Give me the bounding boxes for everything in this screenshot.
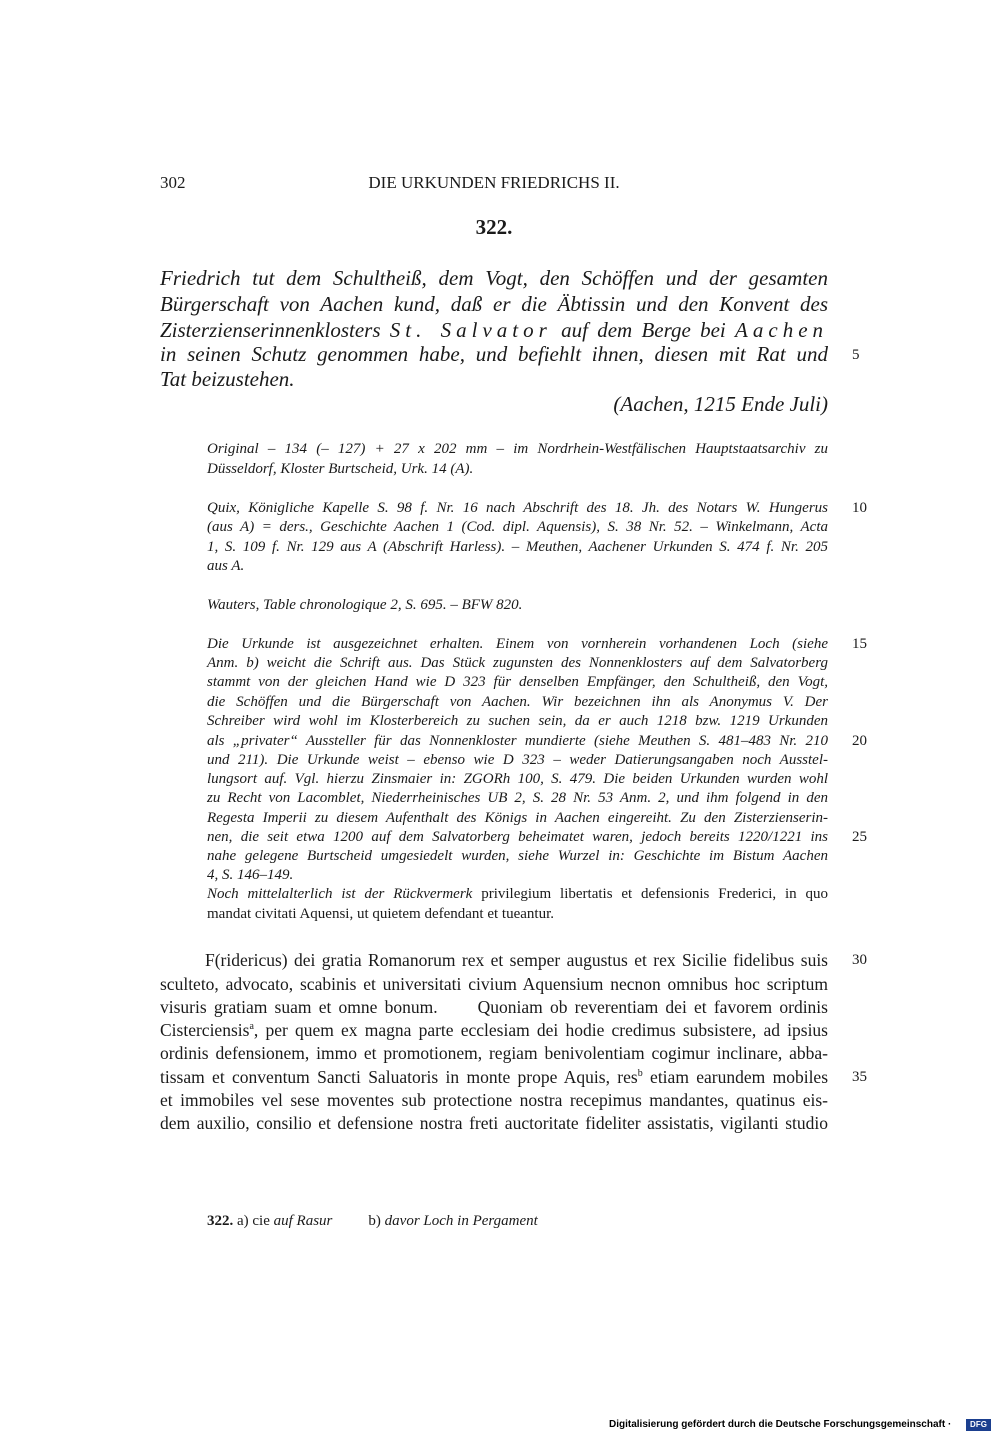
- text-line: dem auxilio, consilio et defensione nostra freti auctoritate fideliter assistatis, vigilanti studio: [160, 1113, 828, 1133]
- regest-text: Zisterzienserinnenklosters: [160, 318, 381, 342]
- note-line: Anm. b) weicht die Schrift aus. Das Stück zugunsten des Nonnenklosters auf dem Salvatorberg: [207, 655, 828, 671]
- text-line: [160, 1067, 828, 1088]
- note-line: die Schöffen und die Bürgerschaft von Aachen. Wir bezeichnen ihn als Anonymus V. Der: [207, 694, 828, 710]
- footnote-a-text: auf Rasur: [273, 1213, 333, 1229]
- text-segment: , per quem ex magna parte ecclesiam dei hodie credimus subsistere, ad ipsius: [253, 1020, 828, 1040]
- note-line: (aus A) = ders., Geschichte Aachen 1 (Cod. dipl. Aquensis), S. 38 Nr. 52. – Winkelmann, Acta: [207, 519, 828, 535]
- note-line: als „privater“ Aussteller für das Nonnenkloster mundierte (siehe Meuthen S. 481–483 Nr. 210: [207, 733, 828, 749]
- footnote-mark: a: [249, 1021, 254, 1032]
- regest-line: in seinen Schutz genommen habe, und befiehlt ihnen, diesen mit Rat und: [160, 342, 828, 366]
- note-line: 4, S. 146–149.: [207, 867, 294, 883]
- note-line: lungsort auf. Vgl. hierzu Zinsmaier in: ZGORh 100, S. 479. Die beiden Urkunden wurden wohl: [207, 771, 828, 787]
- regest-line: Bürgerschaft von Aachen kund, daß er die Äbtissin und den Konvent des: [160, 292, 828, 316]
- footnote-b-text: davor Loch in Pergament: [384, 1213, 538, 1229]
- note-line: Regesta Imperii zu diesem Aufenthalt des Königs in Aachen eingereiht. Zu den Zisterzienserin-: [207, 810, 828, 826]
- note-line: mandat civitati Aquensi, ut quietem defendant et tueantur.: [207, 906, 554, 922]
- regest-line: [160, 318, 828, 343]
- note-line: Wauters, Table chronologique 2, S. 695. – BFW 820.: [207, 597, 523, 613]
- dfg-logo: DFG: [966, 1419, 991, 1431]
- footnote-ref: 322.: [207, 1213, 234, 1229]
- note-line: aus A.: [207, 558, 245, 574]
- regest-date: (Aachen, 1215 Ende Juli): [613, 392, 828, 416]
- note-line: Schreiber wird wohl im Klosterbereich zu suchen sein, da er auch 1218 bzw. 1219 Urkunden: [207, 713, 828, 729]
- document-number: 322.: [475, 215, 513, 239]
- note-line: Quix, Königliche Kapelle S. 98 f. Nr. 16 nach Abschrift des 18. Jh. des Notars W. Hungerus: [207, 500, 828, 516]
- text-line: sculteto, advocato, scabinis et universitati civium Aquensium necnon omnibus hoc scriptum: [160, 974, 828, 994]
- note-text: Noch mittelalterlich ist der Rückvermerk: [207, 886, 473, 902]
- text-segment: visuris gratiam suam et omne bonum.: [160, 997, 438, 1017]
- spaced-name: Aachen: [735, 318, 829, 342]
- footnotes: [207, 1213, 538, 1230]
- page-number: 302: [160, 173, 186, 192]
- line-number: 25: [852, 829, 867, 845]
- text-line: ordinis defensionem, immo et promotionem, regiam benivolentiam cogimur inclinare, abba-: [160, 1043, 828, 1063]
- footnote-b-mark: b): [368, 1213, 381, 1229]
- regest-line: Tat beizustehen.: [160, 367, 295, 391]
- line-number: 35: [852, 1069, 867, 1085]
- dorsal-quote: privilegium libertatis et defensionis Frederici, in quo: [481, 886, 828, 902]
- note-line: [207, 886, 828, 903]
- note-line: Die Urkunde ist ausgezeichnet erhalten. Einem von vornherein vorhandenen Loch (siehe: [207, 636, 828, 652]
- regest-line: Friedrich tut dem Schultheiß, dem Vogt, den Schöffen und der gesamten: [160, 266, 828, 290]
- note-line: und 211). Die Urkunde weist – ebenso wie D 323 – weder Datierungsangaben noch Ausstel-: [207, 752, 828, 768]
- footnote-mark: b: [637, 1068, 643, 1079]
- note-line: Düsseldorf, Kloster Burtscheid, Urk. 14 (A).: [207, 461, 474, 477]
- line-number: 5: [852, 347, 860, 363]
- text-segment: etiam earundem mobiles: [642, 1067, 829, 1087]
- line-number: 30: [852, 952, 867, 968]
- running-head: DIE URKUNDEN FRIEDRICHS II.: [368, 173, 620, 192]
- note-line: stammt von der gleichen Hand wie D 323 für denselben Empfänger, den Schultheiß, den Vogt,: [207, 674, 828, 690]
- line-number: 20: [852, 733, 867, 749]
- text-segment: tissam et conventum Sancti Saluatoris in monte prope Aquis, res: [160, 1067, 638, 1087]
- note-line: nahe gelegene Burtscheid umgesiedelt wurden, siehe Wurzel in: Geschichte im Bistum Aachen: [207, 848, 828, 864]
- text-line: F(ridericus) dei gratia Romanorum rex et semper augustus et rex Sicilie fidelibus suis: [205, 950, 828, 970]
- note-line: nen, die seit etwa 1200 auf dem Salvatorberg beheimatet waren, jedoch bereits 1220/1221 ins: [207, 829, 828, 845]
- note-line: 1, S. 109 f. Nr. 129 aus A (Abschrift Harless). – Meuthen, Aachener Urkunden S. 474 f. Nr. 205: [207, 539, 828, 555]
- text-segment: Cisterciensis: [160, 1020, 250, 1040]
- text-segment: Quoniam ob reverentiam dei et favorem ordinis: [477, 997, 828, 1017]
- note-line: zu Recht von Lacomblet, Niederrheinisches UB 2, S. 28 Nr. 53 Anm. 2, und ihm folgend in den: [207, 790, 828, 806]
- footnote-a-mark: a) cie: [237, 1213, 270, 1229]
- spaced-name: St. Salvator: [389, 318, 552, 342]
- note-line: Original – 134 (– 127) + 27 x 202 mm – im Nordrhein-Westfälischen Hauptstaatsarchiv zu: [207, 441, 828, 457]
- text-line: [160, 1020, 828, 1041]
- regest-text: auf dem Berge bei: [561, 318, 726, 342]
- digitization-credit: Digitalisierung gefördert durch die Deutsche Forschungsgemeinschaft ·: [609, 1419, 952, 1430]
- line-number: 10: [852, 500, 867, 516]
- text-line: [160, 997, 828, 1018]
- line-number: 15: [852, 636, 867, 652]
- text-line: et immobiles vel sese moventes sub protectione nostra recepimus mandantes, quatinus eis-: [160, 1090, 828, 1110]
